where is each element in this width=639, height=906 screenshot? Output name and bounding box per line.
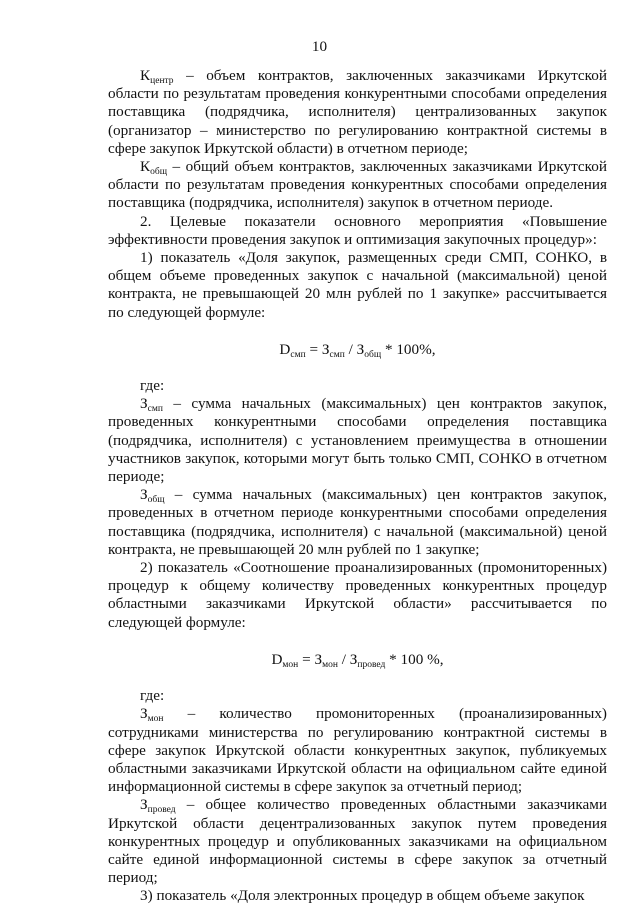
definition-text: – сумма начальных (максимальных) цен контрактов закупок, проведенных в отчетном периоде конкурентными способами определения поставщика (подрядчика, исполнителя) с начальной (максимальной) ценой контракта, не превышающей 20 млн рублей по 1 закупке; <box>108 486 607 558</box>
paragraph-z-smp <box>108 395 607 486</box>
definition-text: – количество промониторенных (проанализированных) сотрудниками министерства по регулированию контрактной системы в сфере закупок Иркутской области конкурентных закупок, публикуемых областными заказчиками Иркутской области на официальном сайте единой информационной системы в сфере закупок за отчетный период; <box>108 705 607 796</box>
symbol-z: З <box>140 395 148 413</box>
paragraph-z-mon <box>108 705 607 796</box>
formula-mon: $D_{мон} = З_{мон} / З_{провед} * 100$ %, <box>271 650 444 670</box>
page-number: 10 <box>311 38 328 55</box>
symbol-k: К <box>140 158 151 176</box>
definition-text: – объем контрактов, заключенных заказчиками Иркутской области по результатам проведения конкурентными способами определения поставщика (подрядчика, исполнителя) централизованных закупок (организатор – министерство по регулированию контрактной системы в сфере закупок Иркутской области) в отчетном периоде; <box>108 67 607 157</box>
page-body <box>108 67 607 906</box>
symbol-subscript: провед <box>147 805 176 816</box>
symbol-z: З <box>140 705 148 723</box>
paragraph-z-proved <box>108 796 607 887</box>
definition-text: – сумма начальных (максимальных) цен контрактов закупок, проведенных конкурентными способами определения поставщика (подрядчика, исполнителя) с установлением преимущества в отношении участников закупок, которыми могут быть только СМП, СОНКО в отчетном периоде; <box>108 395 607 486</box>
symbol-subscript: смп <box>147 404 163 415</box>
paragraph-k-centr <box>108 67 607 158</box>
symbol-subscript: общ <box>147 495 165 506</box>
paragraph-k-obsh <box>108 158 607 213</box>
paragraph-indicator-2: 2) показатель «Соотношение проанализированных (промониторенных) процедур к общему количеству проведенных конкурентных процедур областными заказчиками Иркутской области» рассчитывается по следующей формуле: <box>108 559 607 631</box>
symbol-z: З <box>140 486 148 504</box>
where-label: где: <box>140 687 165 705</box>
symbol-k: К <box>140 67 151 84</box>
where-label: где: <box>140 377 165 395</box>
definition-text: – общее количество проведенных областными заказчиками Иркутской области децентрализованных закупок путем проведения конкурентных процедур и опубликованных заказчиками на официальном сайте единой информационной системы в сфере закупок за отчетный период; <box>108 796 607 887</box>
formula-smp: $D_{смп} = З_{смп} / З_{общ} * 100\%$, <box>279 340 436 360</box>
paragraph-indicator-3: 3) показатель «Доля электронных процедур в общем объеме закупок <box>140 887 585 905</box>
definition-text: – общий объем контрактов, заключенных заказчиками Иркутской области по результатам проведения конкурентных способами определения поставщика (подрядчика, исполнителя) закупок в отчетном периоде. <box>108 158 607 212</box>
symbol-subscript: общ <box>150 167 168 178</box>
paragraph-indicator-1: 1) показатель «Доля закупок, размещенных среди СМП, СОНКО, в общем объеме проведенных закупок с начальной (максимальной) ценой контракта, не превышающей 20 млн рублей по 1 закупке» рассчитывается по следующей формуле: <box>108 249 607 321</box>
symbol-z: З <box>140 796 148 814</box>
symbol-subscript: центр <box>150 76 174 86</box>
paragraph-z-obsh <box>108 486 607 559</box>
paragraph-item-2: 2. Целевые показатели основного мероприятия «Повышение эффективности проведения закупок и оптимизация закупочных процедур»: <box>108 212 607 248</box>
symbol-subscript: мон <box>147 714 164 725</box>
